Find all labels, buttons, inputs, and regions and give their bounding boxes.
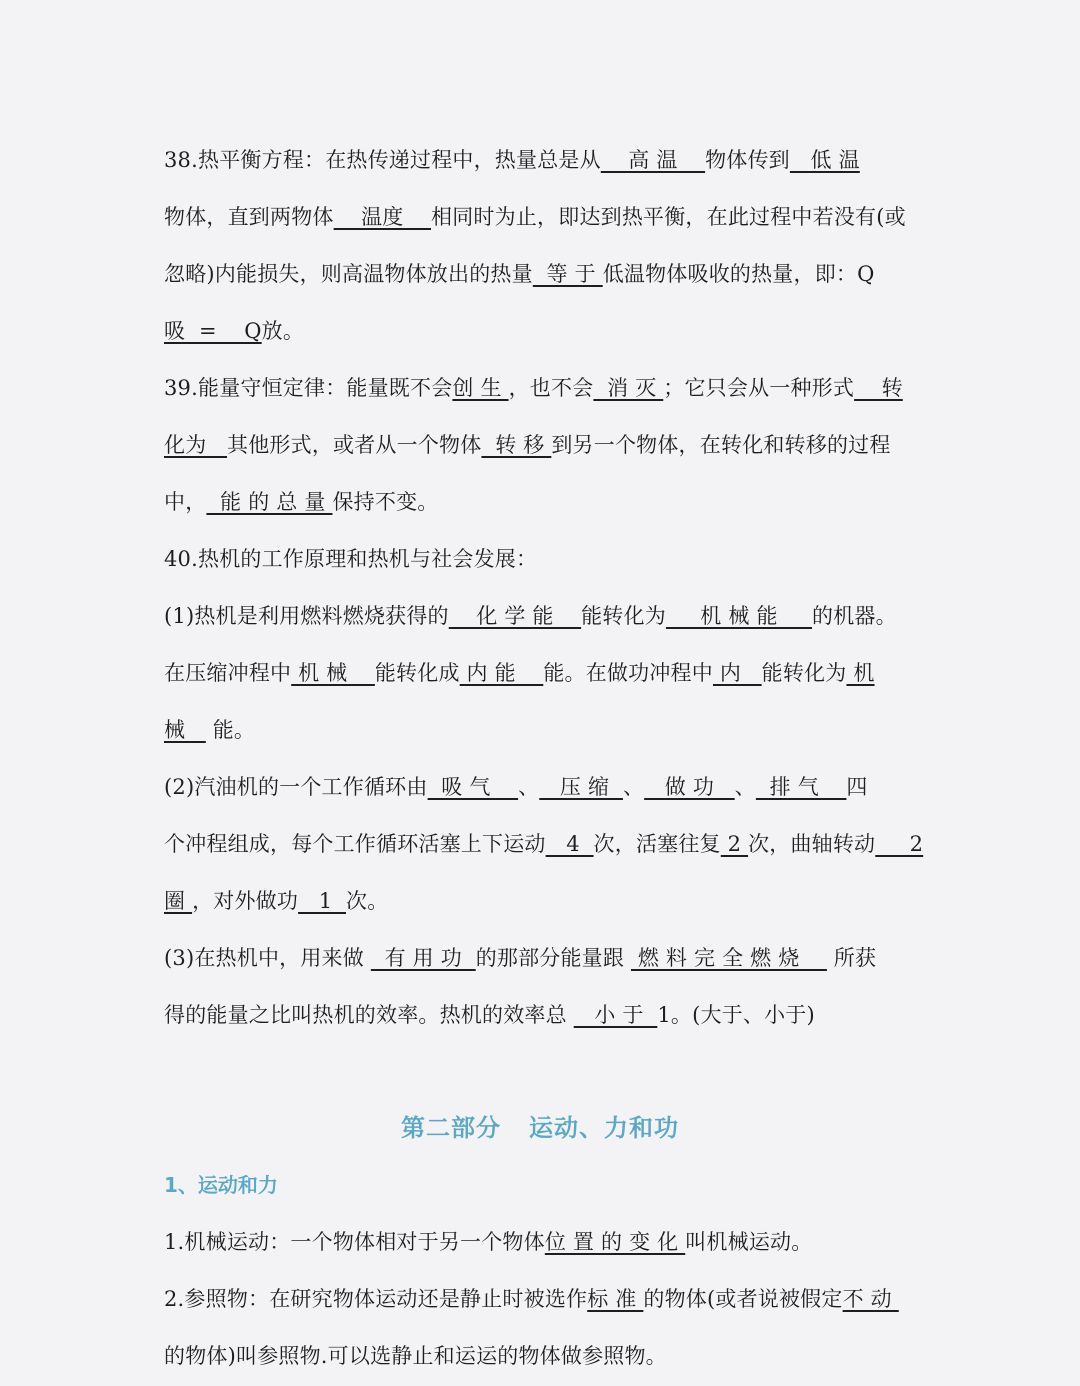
text-line: [164, 759, 916, 816]
line-text: 到另一个物体，在转化和转移的过程: [551, 433, 891, 457]
line-text: (3)在热机中，用来做: [164, 946, 371, 970]
fill-in-answer: 标 准: [587, 1287, 644, 1311]
line-text: 1。(大于、小于): [657, 1003, 815, 1027]
line-text: ；它只会从一种形式: [663, 376, 855, 400]
fill-in-answer: 做 功: [644, 775, 735, 799]
line-text: 能转化为: [581, 604, 666, 628]
text-line: [164, 1328, 916, 1385]
line-text: 保持不变。: [332, 490, 439, 514]
fill-in-answer: 吸 气: [427, 775, 519, 799]
text-line: [164, 873, 916, 930]
fill-in-answer: 创 生: [452, 376, 509, 400]
text-line: [164, 1214, 916, 1271]
line-text: 其他形式，或者从一个物体: [227, 433, 482, 457]
text-line: [164, 360, 916, 417]
physics-notes-part2: [164, 1214, 916, 1385]
fill-in-answer: 化为: [164, 433, 228, 457]
line-text: 次。: [346, 889, 389, 913]
line-text: 40.热机的工作原理和热机与社会发展：: [164, 547, 538, 571]
document-body: [164, 132, 924, 1385]
fill-in-answer: 高 温: [600, 148, 706, 172]
line-text: 放。: [261, 319, 305, 343]
fill-in-answer: 1: [298, 889, 347, 913]
line-text: 叫机械运动。: [685, 1230, 813, 1254]
line-text: (2)汽油机的一个工作循环由: [164, 775, 428, 799]
section-heading: [164, 1100, 916, 1157]
fill-in-answer: 4: [545, 832, 594, 856]
text-line: [164, 246, 916, 303]
line-text: 、: [734, 775, 756, 799]
fill-in-answer: 化 学 能: [448, 604, 582, 628]
physics-notes-part1: [164, 132, 924, 1044]
fill-in-answer: 圈: [164, 889, 193, 913]
fill-in-answer: 位 置 的 变 化: [544, 1230, 686, 1254]
line-text: 相同时为止，即达到热平衡，在此过程中若没有(或: [431, 205, 906, 229]
fill-in-answer: 温度: [333, 205, 432, 229]
text-line: [164, 189, 916, 246]
line-text: 38.热平衡方程：在热传递过程中，热量总是从: [164, 148, 601, 172]
line-text: ，也不会: [508, 376, 594, 400]
line-text: ，对外做功: [192, 889, 299, 913]
line-text: 次，曲轴转动: [748, 832, 876, 856]
text-line: [164, 930, 916, 987]
fill-in-answer: 内: [712, 661, 762, 685]
line-text: 能。: [205, 718, 256, 742]
line-text: 所获: [826, 946, 877, 970]
line-text: 四: [846, 775, 868, 799]
line-text: 忽略)内能损失，则高温物体放出的热量: [164, 262, 533, 286]
text-line: [164, 474, 916, 531]
text-line: [164, 531, 916, 588]
line-text: 、: [518, 775, 540, 799]
fill-in-answer: 能 的 总 量: [206, 490, 333, 514]
fill-in-answer: 压 缩: [539, 775, 623, 799]
fill-in-answer: 2: [720, 832, 749, 856]
line-text: 能转化成: [374, 661, 460, 685]
fill-in-answer: 等 于: [532, 262, 603, 286]
text-line: [164, 588, 916, 645]
subsection-heading: 1、运动和力: [164, 1173, 278, 1197]
fill-in-answer: 有 用 功: [370, 946, 476, 970]
line-text: 次，活塞往复: [593, 832, 721, 856]
line-text: 能。在做功冲程中: [543, 661, 713, 685]
line-text: 、: [622, 775, 645, 799]
text-line: [164, 816, 924, 873]
line-text: (1)热机是利用燃料燃烧获得的: [164, 604, 449, 628]
fill-in-answer: 机 械 能: [665, 604, 813, 628]
line-text: 物体传到: [705, 148, 790, 172]
text-line: [164, 702, 916, 759]
line-text: 个冲程组成，每个工作循环活塞上下运动: [164, 832, 546, 856]
text-line: [164, 132, 916, 189]
line-text: 得的能量之比叫热机的效率。热机的效率总: [164, 1003, 574, 1027]
section-spacer: [164, 1044, 916, 1100]
line-text: 在压缩冲程中: [164, 661, 292, 685]
line-text: 的那部分能量跟: [475, 946, 631, 970]
line-text: 中，: [164, 490, 207, 514]
text-line: [164, 645, 916, 702]
line-text: 低温物体吸收的热量，即：Q: [602, 262, 875, 286]
text-line: [164, 987, 916, 1044]
line-text: 物体，直到两物体: [164, 205, 334, 229]
fill-in-answer: 不 动: [842, 1287, 899, 1311]
text-line: [164, 303, 916, 360]
section-heading-topic: 运动、力和功: [529, 1114, 679, 1142]
fill-in-answer: 转: [854, 376, 903, 400]
line-text: 39.能量守恒定律：能量既不会: [164, 376, 453, 400]
fill-in-answer: 小 于: [573, 1003, 658, 1027]
line-text: 2.参照物：在研究物体运动还是静止时被选作: [164, 1287, 588, 1311]
fill-in-answer: 燃 料 完 全 燃 烧: [630, 946, 827, 970]
fill-in-answer: 械: [164, 718, 206, 742]
fill-in-answer: 机 械: [291, 661, 375, 685]
line-text: 的物体)叫参照物.可以选静止和运运的物体做参照物。: [164, 1344, 667, 1368]
fill-in-answer: 低 温: [789, 148, 860, 172]
fill-in-answer: 排 气: [755, 775, 847, 799]
text-line: [164, 417, 916, 474]
fill-in-answer: 转 移: [481, 433, 552, 457]
fill-in-answer: 吸 = Q: [164, 319, 262, 343]
line-text: 的物体(或者说被假定: [643, 1287, 843, 1311]
line-text: 能转化为: [761, 661, 847, 685]
fill-in-answer: 内 能: [459, 661, 544, 685]
section-heading-part: 第二部分: [401, 1114, 501, 1142]
line-text: 1.机械运动：一个物体相对于另一个物体: [164, 1230, 545, 1254]
fill-in-answer: 机: [846, 661, 875, 685]
fill-in-answer: 2: [875, 832, 924, 856]
text-line: [164, 1271, 916, 1328]
fill-in-answer: 消 灭: [593, 376, 664, 400]
line-text: 的机器。: [812, 604, 897, 628]
